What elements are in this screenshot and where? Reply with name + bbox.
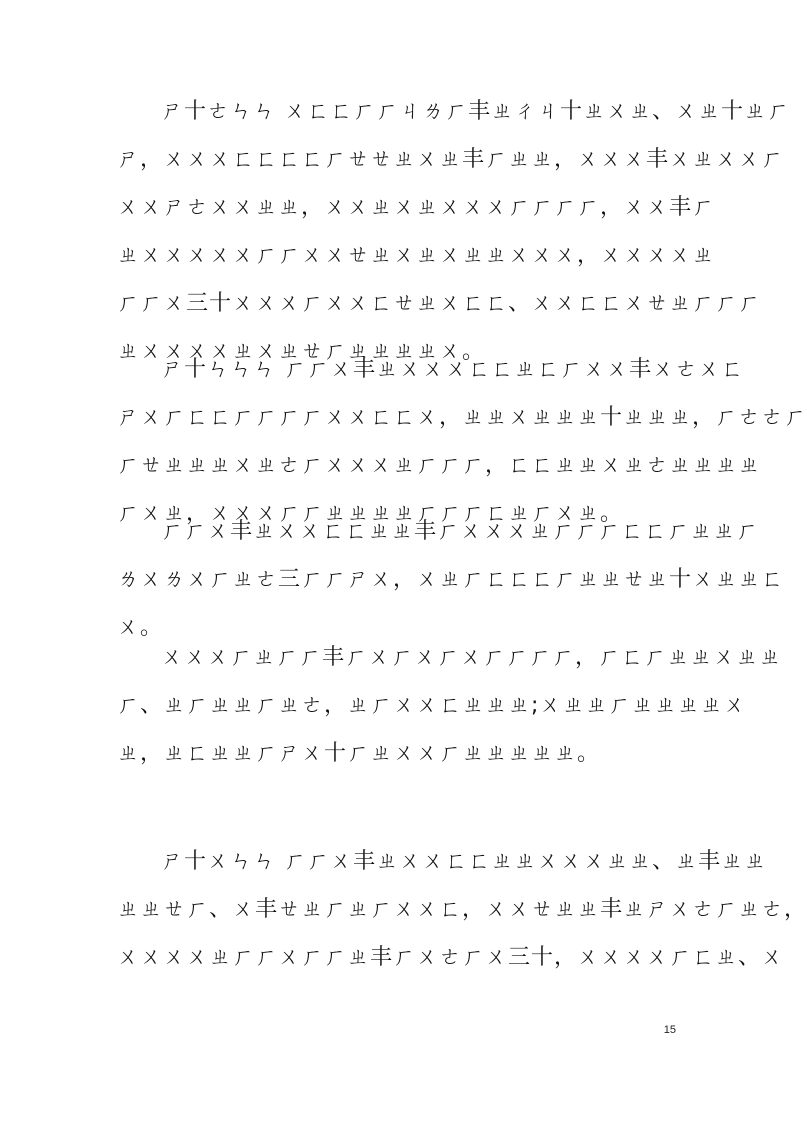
text-line: ㄓㄨㄨㄨㄨㄨㄏㄏㄨㄨㄝㄓㄨㄓㄨㄓㄓㄨㄨㄨ，ㄨㄨㄨㄨㄓ [117,243,716,268]
text-line: ㄨ。 [117,615,164,640]
page-number: 15 [663,1024,676,1036]
text-line: ㄏㄏㄨ丰ㄓㄨㄨㄈㄈㄓㄓ丰ㄏㄨㄨㄨㄓㄏㄏㄏㄈㄈㄏㄓㄓㄏ [161,519,760,544]
text-line: ㄏㄨㄓ，ㄨㄨㄨㄏㄏㄓㄓㄓㄓㄏㄏㄏㄈㄓㄏㄨㄓ。 [117,501,624,526]
text-line: ㄓ，ㄓㄈㄓㄓㄏㄕㄨ十ㄏㄓㄨㄨㄏㄓㄓㄓㄓㄓ。 [117,741,601,766]
text-line: ㄏ、ㄓㄏㄓㄓㄏㄓㄜ，ㄓㄏㄨㄨㄈㄓㄓㄓ;ㄨㄓㄓㄏㄓㄓㄓㄓㄨ [117,693,747,718]
text-line: ㄕ十ㄣㄣㄣ ㄏㄏㄨ丰ㄓㄨㄨㄨㄈㄈㄓㄈㄏㄨㄨ丰ㄨㄜㄨㄈ [161,357,744,382]
paragraph-5 [117,838,807,982]
text-line: ㄏㄏㄨ三十ㄨㄨㄨㄏㄨㄨㄈㄝㄓㄨㄈㄈ、ㄨㄨㄈㄈㄨㄝㄓㄏㄏㄏ [117,291,762,316]
text-line: ㄕ，ㄨㄨㄨㄈㄈㄈㄈㄏㄝㄝㄓㄨㄓ丰ㄏㄓㄓ，ㄨㄨㄨ丰ㄨㄓㄨㄨㄏ [117,147,785,172]
text-line: ㄕ十ㄨㄣㄣ ㄏㄏㄨ丰ㄓㄨㄨㄈㄈㄓㄓㄨㄨㄨㄓㄓ、ㄓ丰ㄓㄓ [161,849,767,874]
text-line: ㄌㄨㄌㄨㄏㄓㄜ三ㄏㄏㄕㄨ，ㄨㄓㄏㄈㄈㄈㄏㄓㄓㄝㄓ十ㄨㄓㄓㄈ [117,567,785,592]
text-line: ㄨㄨㄕㄜㄨㄨㄓㄓ，ㄨㄨㄓㄨㄓㄨㄨㄨㄏㄏㄏㄏ，ㄨㄨ丰ㄏ [117,195,716,220]
text-line: ㄓㄓㄝㄏ、ㄨ丰ㄝㄓㄏㄓㄏㄨㄨㄈ，ㄨㄨㄝㄓㄓ丰ㄓㄕㄨㄜㄏㄓㄜ， [117,897,807,922]
text-line: ㄓㄨㄨㄨㄨㄓㄨㄓㄝㄏㄓㄓㄓㄓㄨ。 [117,339,486,364]
paragraph-4 [117,634,783,778]
text-line: ㄏㄝㄓㄓㄓㄨㄓㄜㄏㄨㄨㄨㄓㄏㄏㄏ，ㄈㄈㄓㄓㄨㄓㄜㄓㄓㄓㄓ [117,453,762,478]
text-line: ㄕㄨㄏㄈㄈㄏㄏㄏㄏㄨㄨㄈㄈㄨ，ㄓㄓㄨㄓㄓㄓ十ㄓㄓㄓ，ㄏㄜㄜㄏ [117,405,807,430]
text-line: ㄨㄨㄨㄏㄓㄏㄏ丰ㄏㄨㄏㄨㄏㄨㄏㄏㄏㄏ，ㄏㄈㄏㄓㄓㄨㄓㄓ [161,645,783,670]
paragraph-3 [117,508,785,652]
text-line: ㄕ十ㄜㄣㄣ ㄨㄈㄈㄏㄏㄐㄌㄏ丰ㄓㄔㄐ十ㄓㄨㄓ、ㄨㄓ十ㄓㄏ [161,99,790,124]
paragraph-1 [117,88,790,376]
text-line: ㄨㄨㄨㄨㄓㄏㄏㄨㄏㄏㄓ丰ㄏㄨㄜㄏㄨ三十，ㄨㄨㄨㄨㄏㄈㄓ、ㄨ [117,945,785,970]
